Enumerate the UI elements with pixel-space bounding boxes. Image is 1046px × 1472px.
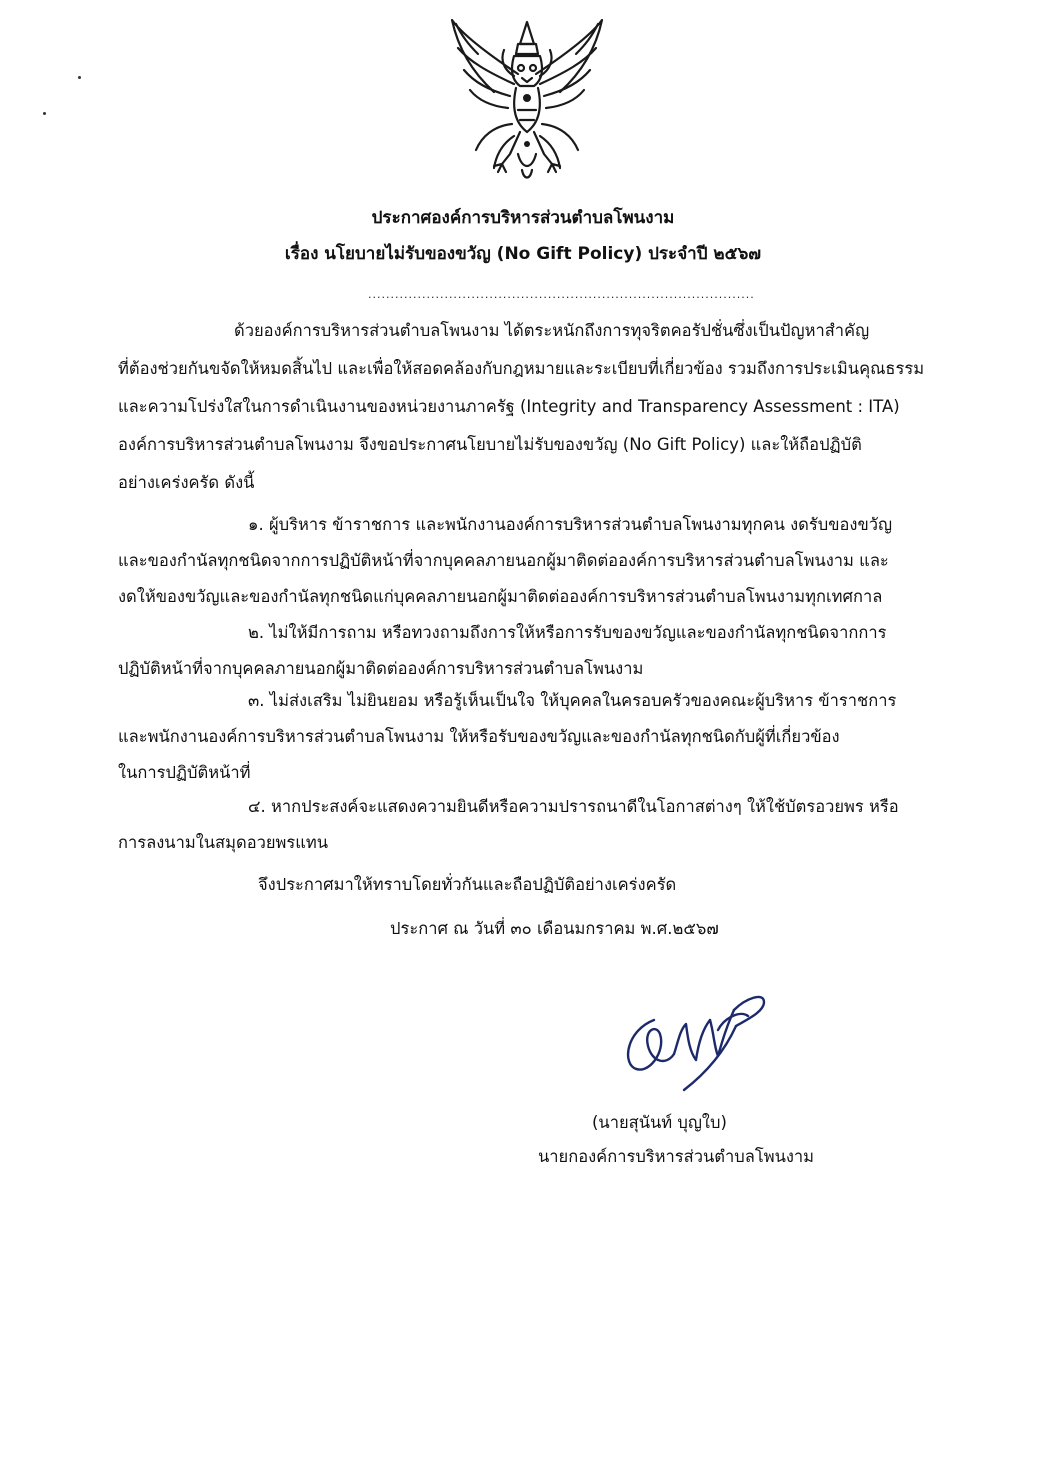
signatory-name: (นายสุนันท์ บุญใบ) [592,1113,727,1132]
policy-item-3-line-2: และพนักงานองค์การบริหารส่วนตำบลโพนงาม ให้หรือรับของขวัญและของกำนัลทุกชนิดกับผู้ที่เกี่ยวข้อง [118,727,840,746]
policy-item-1-line-3: งดให้ของขวัญและของกำนัลทุกชนิดแก่บุคคลภายนอกผู้มาติดต่อองค์การบริหารส่วนตำบลโพนงามทุกเทศกาล [118,587,883,606]
intro-line-5: อย่างเคร่งครัด ดังนี้ [118,473,255,492]
intro-line-3: และความโปร่งใสในการดำเนินงานของหน่วยงานภาครัฐ (Integrity and Transparency Assessment : ITA) [118,397,900,416]
announcement-date: ประกาศ ณ วันที่ ๓๐ เดือนมกราคม พ.ศ.๒๕๖๗ [390,919,719,938]
closing-statement: จึงประกาศมาให้ทราบโดยทั่วกันและถือปฏิบัติอย่างเคร่งครัด [258,875,677,894]
announcement-subject: เรื่อง นโยบายไม่รับของขวัญ (No Gift Policy) ประจำปี ๒๕๖๗ [284,244,762,264]
policy-item-1-line-1: ๑. ผู้บริหาร ข้าราชการ และพนักงานองค์การบริหารส่วนตำบลโพนงามทุกคน งดรับของขวัญ [248,515,893,534]
scan-speck [43,112,46,115]
policy-item-4-line-1: ๔. หากประสงค์จะแสดงความยินดีหรือความปรารถนาดีในโอกาสต่างๆ ให้ใช้บัตรอวยพร หรือ [248,797,899,816]
title-separator: ...................................................................................... [368,288,755,301]
announcement-title: ประกาศองค์การบริหารส่วนตำบลโพนงาม [371,208,675,228]
signatory-position: นายกองค์การบริหารส่วนตำบลโพนงาม [538,1147,815,1166]
garuda-emblem-icon [448,14,606,186]
intro-line-2: ที่ต้องช่วยกันขจัดให้หมดสิ้นไป และเพื่อให้สอดคล้องกับกฎหมายและระเบียบที่เกี่ยวข้อง รวมถึงการประเมินคุณธรรม [118,359,925,378]
signature-icon [614,990,774,1100]
intro-line-4: องค์การบริหารส่วนตำบลโพนงาม จึงขอประกาศนโยบายไม่รับของขวัญ (No Gift Policy) และให้ถือปฏิบัติ [118,435,862,454]
policy-item-2-line-1: ๒. ไม่ให้มีการถาม หรือทวงถามถึงการให้หรือการรับของขวัญและของกำนัลทุกชนิดจากการ [248,623,887,642]
intro-line-1: ด้วยองค์การบริหารส่วนตำบลโพนงาม ได้ตระหนักถึงการทุจริตคอรัปชั่นซึ่งเป็นปัญหาสำคัญ [234,321,870,340]
policy-item-3-line-3: ในการปฏิบัติหน้าที่ [118,763,251,782]
policy-item-2-line-2: ปฏิบัติหน้าที่จากบุคคลภายนอกผู้มาติดต่อองค์การบริหารส่วนตำบลโพนงาม [118,659,644,678]
policy-item-4-line-2: การลงนามในสมุดอวยพรแทน [118,833,329,852]
policy-item-3-line-1: ๓. ไม่ส่งเสริม ไม่ยินยอม หรือรู้เห็นเป็นใจ ให้บุคคลในครอบครัวของคณะผู้บริหาร ข้าราชการ [248,691,897,710]
policy-item-1-line-2: และของกำนัลทุกชนิดจากการปฏิบัติหน้าที่จากบุคคลภายนอกผู้มาติดต่อองค์การบริหารส่วนตำบลโพนงาม และ [118,551,889,570]
scan-speck [78,76,81,79]
